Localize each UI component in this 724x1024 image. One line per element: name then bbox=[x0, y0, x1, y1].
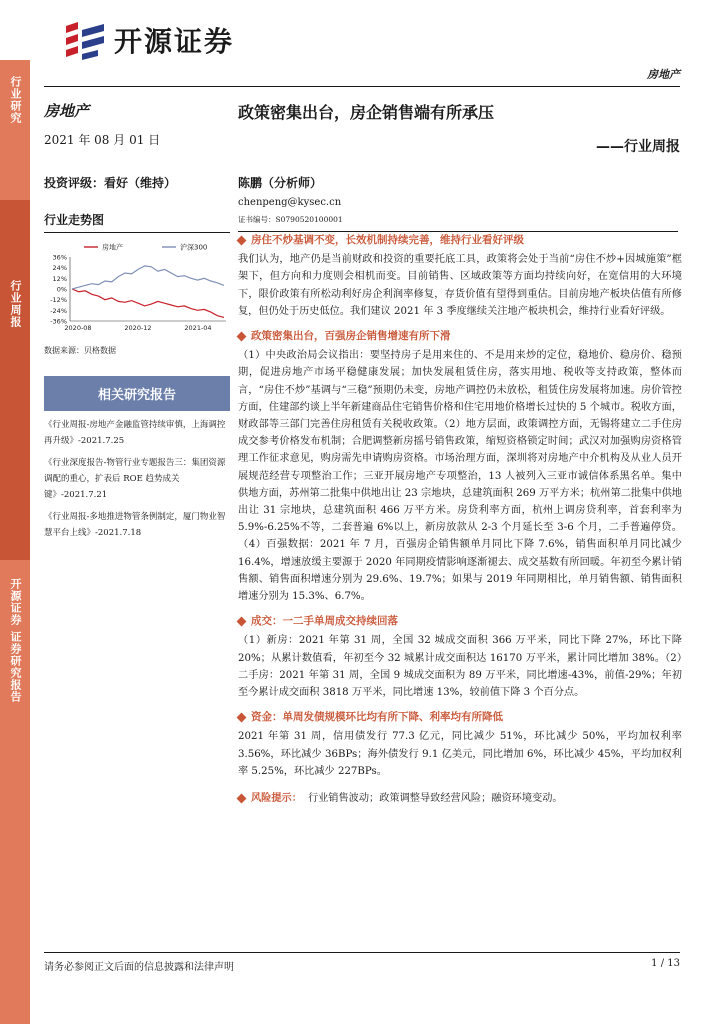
bullet-diamond-icon bbox=[237, 332, 247, 342]
bullet-diamond-icon bbox=[237, 713, 247, 723]
section-paragraph: （1）新房：2021 年第 31 周，全国 32 城成交面积 366 万平米，同比下降 27%，环比下降 20%；从累计数值看，年初至今 32 城累计成交面积达 16170 万平米，累计同比增加 38%。（2）二手房：2021 年第 31 周，全国 9 城成交面积为 89 万平米，同比增速-43%，前值-29%；年初至今累计成交面积 3818 万平米，同比增速 13%，较前值下降 3 个百分点。 bbox=[238, 635, 682, 699]
trend-chart bbox=[44, 241, 230, 341]
section-heading: 资金：单周发债规模环比均有所下降、利率均有所降低 bbox=[238, 709, 682, 726]
bullet-diamond-icon bbox=[237, 617, 247, 627]
y-tick-label: -36% bbox=[50, 317, 67, 326]
risk-label: 风险提示： bbox=[251, 793, 302, 805]
legend-label: 房地产 bbox=[102, 243, 123, 252]
section-paragraph: 2021 年第 31 周，信用债发行 77.3 亿元，同比减少 51%，环比减少 50%，平均加权利率 3.56%，环比减少 36BPs；海外债发行 9.1 亿美元，同比增加 6%，环比减少 45%，平均加权利率 5.25%，环比减少 227BPs。 bbox=[238, 731, 682, 777]
y-tick-label: -24% bbox=[50, 306, 67, 315]
related-report-item[interactable]: 《行业深度报告-物管行业专题报告三：集团资源调配的重心，扩表后 ROE 趋势成关键》-2021.7.21 bbox=[44, 458, 226, 500]
section-heading: 政策密集出台，百强房企销售增速有所下滑 bbox=[238, 328, 682, 345]
trend-chart-title: 行业走势图 bbox=[44, 211, 230, 233]
series-line-property bbox=[72, 289, 224, 317]
left-column bbox=[44, 96, 230, 541]
section-paragraph: （1）中央政治局会议指出：要坚持房子是用来住的、不是用来炒的定位，稳地价、稳房价、稳预期，促进房地产市场平稳健康发展；加快发展租赁住房，落实用地、税收等支持政策，整体而言，“房住不炒”基调与“三稳”预期仍未变，房地产调控仍未放松，租赁住房发展将加速。房价管控方面，住建部约谈上半年新建商品住宅销售价格和住宅用地价格增长过快的 5 个城市。税收方面，财政部等三部门完善住房租赁有关税收政策。（2）地方层面，政策调控方面，无锡将建立二手住房成交参考价格发布机制；合肥调整新房摇号销售政策，缩短资格锁定时间；武汉对加强购房资格管理工作征求意见，购房需先申请购房资格。市场治理方面，深圳将对房地产中介机构及从业人员开展规范经营专项整治工作；三亚开展房地产专项整治，13 人被列入三亚市诚信体系黑名单。集中供地方面，苏州第二批集中供地出让 23 宗地块，总建筑面积 269 万平方米；杭州第二批集中供地出让 31 宗地块，总建筑面积 466 万平方米。房贷利率方面，杭州上调房贷利率，首套利率为 5.9%-6.25%不等，二套普遍 6%以上，新房放款从 2-3 个月延长至 3-6 个月，二手普遍停贷。（4）百强数据：2021 年 7 月，百强房企销售额单月同比下降 7.6%，销售面积单月同比减少 16.4%，增速放缓主要源于 2020 年同期疫情影响逐渐褪去、成交基数有所回暖。年初至今累计销售额、销售面积增速分别为 29.6%、19.7%；如果与 2019 年同期相比，单月销售额、销售面积增速分别为 15.3%、6.7%。 bbox=[238, 350, 682, 603]
header-divider bbox=[44, 86, 680, 87]
analyst-cert: 证书编号：S0790520100001 bbox=[238, 214, 678, 232]
legend-label: 沪深300 bbox=[180, 243, 208, 252]
x-tick-label: 2020-12 bbox=[124, 324, 152, 332]
series-line-csi300 bbox=[72, 266, 224, 289]
related-report-item[interactable]: 《行业周报-房地产金融监管持续审慎，上海调控再升级》-2021.7.25 bbox=[44, 420, 226, 446]
analyst-name: 陈鹏（分析师） bbox=[238, 176, 323, 190]
logo-text: 开源证券 bbox=[114, 25, 235, 58]
section-paragraph: 我们认为，地产仍是当前财政和投资的重要托底工具，政策将会处于当前“房住不炒+因城施策”框架下，但方向和力度则会相机而变。目前销售、区域政策等方面均持续向好，在宽信用的大环境下，限价政策有所松动利好房企利润率修复，存货价值有望得到重估。目前房地产板块估值有所修复，但仍处于历史低位。我们建议 2021 年 3 季度继续关注地产板块机会，维持行业看好评级。 bbox=[238, 254, 682, 317]
report-title: 政策密集出台，房企销售端有所承压 bbox=[238, 103, 495, 122]
x-tick-label: 2020-08 bbox=[64, 324, 92, 332]
section-heading: 成交：一二手单周成交持续回落 bbox=[238, 613, 682, 630]
footer-disclaimer[interactable]: 请务必参阅正文后面的信息披露和法律声明 bbox=[44, 962, 234, 973]
chart-source: 数据来源：贝格数据 bbox=[44, 346, 116, 355]
page-number: 1 / 13 bbox=[651, 958, 680, 969]
company-logo bbox=[64, 20, 234, 60]
bullet-diamond-icon bbox=[237, 794, 247, 804]
side-segment-weekly: 行业周报 bbox=[0, 200, 30, 560]
related-report-item[interactable]: 《行业周报-多地推进物管条例制定，厦门物业智慧平台上线》-2021.7.18 bbox=[44, 512, 226, 538]
x-tick-label: 2021-04 bbox=[184, 324, 212, 332]
investment-rating: 投资评级：看好（维持） bbox=[44, 176, 177, 190]
logo-mark-icon bbox=[64, 20, 108, 60]
y-tick-label: 0% bbox=[56, 285, 67, 294]
analyst-email[interactable]: chenpeng@kysec.cn bbox=[238, 197, 342, 208]
header-sector-tag: 房地产 bbox=[647, 68, 680, 81]
y-tick-label: 36% bbox=[52, 253, 67, 262]
related-reports-title: 相关研究报告 bbox=[44, 376, 230, 411]
analyst-block bbox=[238, 174, 678, 232]
y-tick-label: 24% bbox=[52, 264, 67, 273]
sector-name: 房地产 bbox=[44, 102, 90, 120]
report-type: ——行业周报 bbox=[596, 139, 680, 155]
side-segment-brand: 开源证券 证券研究报告 bbox=[0, 560, 30, 1024]
footer-divider bbox=[44, 952, 680, 953]
section-heading: 房住不炒基调不变，长效机制持续完善，维持行业看好评级 bbox=[238, 232, 682, 249]
bullet-diamond-icon bbox=[237, 236, 247, 246]
main-content bbox=[238, 232, 682, 807]
y-tick-label: 12% bbox=[52, 274, 67, 283]
side-strip bbox=[0, 60, 30, 1024]
report-date: 2021 年 08 月 01 日 bbox=[44, 133, 161, 147]
trend-chart-svg bbox=[44, 241, 230, 337]
related-reports bbox=[44, 376, 230, 411]
y-tick-label: -12% bbox=[50, 296, 67, 305]
risk-warning bbox=[238, 790, 682, 807]
risk-text: 行业销售波动；政策调整导致经营风险；融资环境变动。 bbox=[307, 793, 563, 805]
side-segment-research: 行业研究 bbox=[0, 60, 30, 200]
